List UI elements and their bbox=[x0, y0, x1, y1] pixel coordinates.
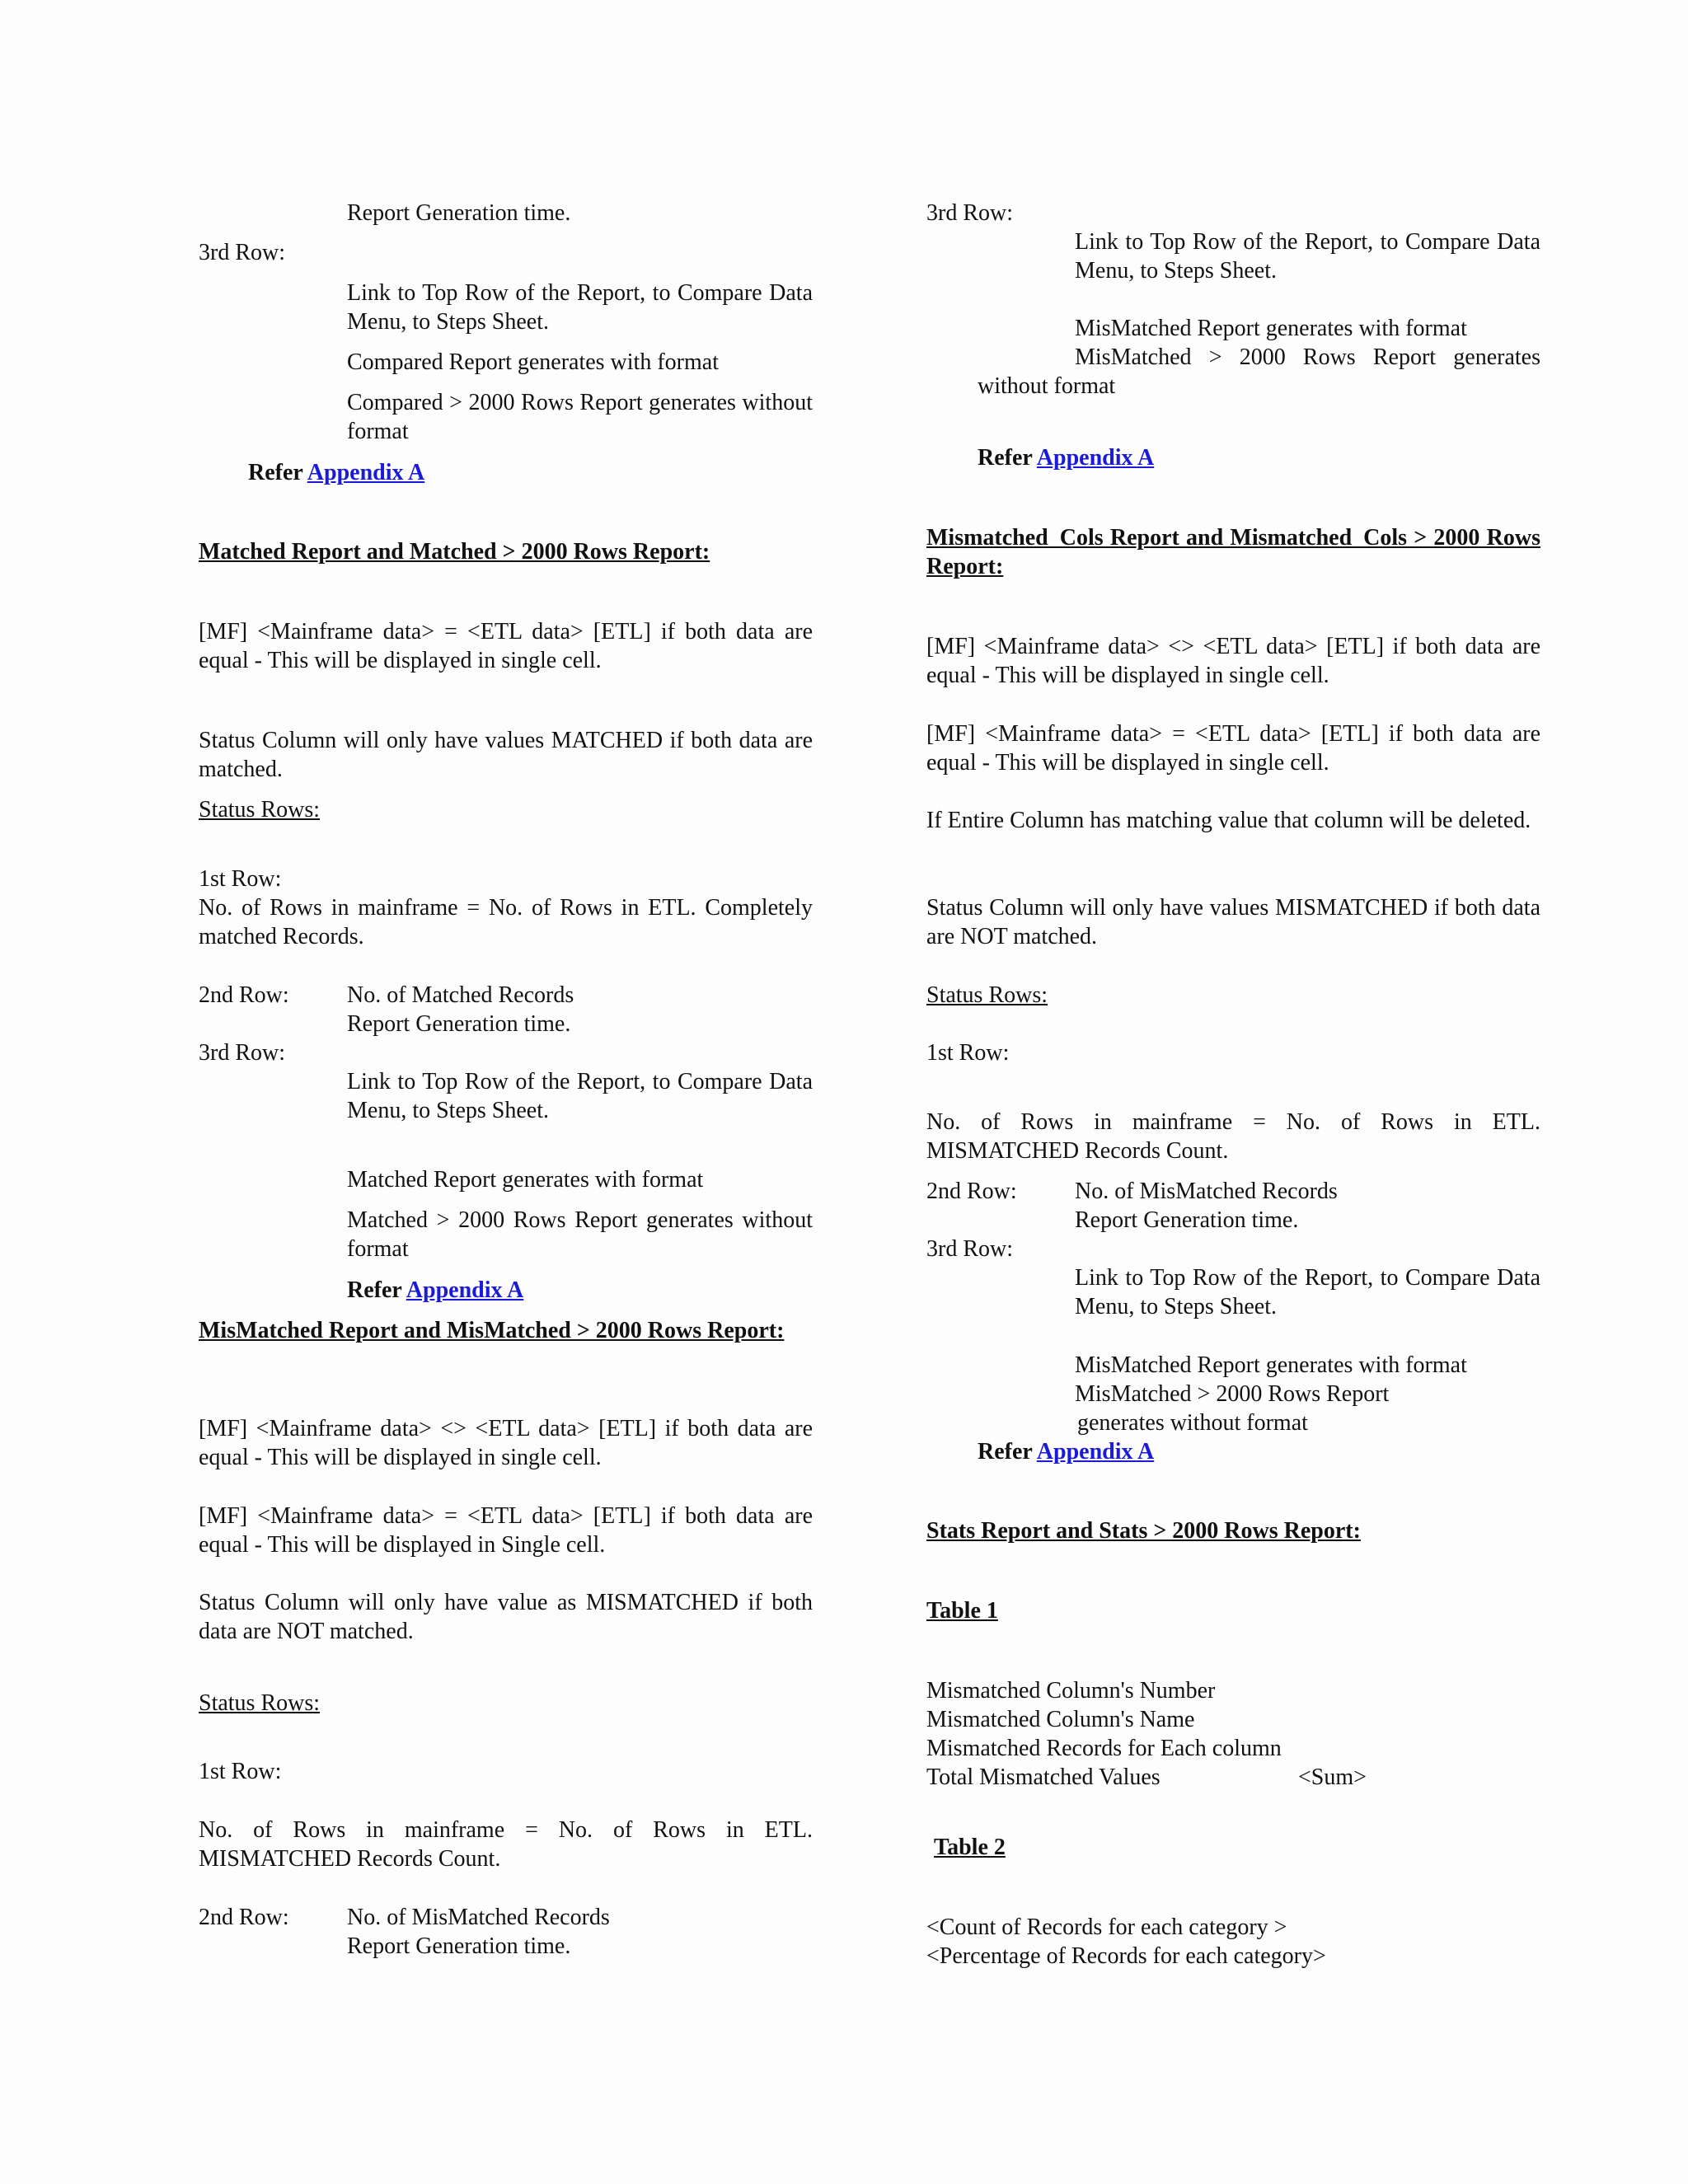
mismatched-row2 bbox=[199, 1903, 813, 1961]
status-rows-label: Status Rows: bbox=[199, 797, 321, 823]
mismatched-with-format-text: MisMatched Report generates with format bbox=[1075, 316, 1467, 341]
cols-row1-text: No. of Rows in mainframe = No. of Rows in ETL. MISMATCHED Records Count. bbox=[926, 1109, 1540, 1164]
refer-appendix-line bbox=[248, 458, 813, 487]
total-mismatched-label: Total Mismatched Values bbox=[926, 1765, 1160, 1790]
stats-report-heading: Stats Report and Stats > 2000 Rows Report: bbox=[926, 1518, 1361, 1544]
row-label-3rd: 3rd Row: bbox=[926, 1236, 1013, 1262]
refer-label: Refer bbox=[248, 460, 303, 485]
row-label-2nd: 2nd Row: bbox=[926, 1179, 1017, 1204]
mismatched-records-count-label: No. of MisMatched Records bbox=[347, 1905, 610, 1930]
cols-row2 bbox=[926, 1177, 1540, 1235]
matched-row2 bbox=[199, 981, 813, 1038]
mismatched-status-column-text: Status Column will only have value as MISMATCHED if both data are NOT matched. bbox=[199, 1590, 813, 1644]
mismatched-mf-equal-text: [MF] <Mainframe data> = <ETL data> [ETL] if both data are equal - This will be displayed in Single cell. bbox=[199, 1503, 813, 1558]
without-format-text: generates without format bbox=[1077, 1410, 1308, 1436]
percentage-records-category-label: <Percentage of Records for each category> bbox=[926, 1943, 1326, 1969]
appendix-a-link[interactable]: Appendix A bbox=[1036, 1439, 1155, 1465]
table1-heading: Table 1 bbox=[926, 1598, 998, 1624]
cols-mf-notequal-text: [MF] <Mainframe data> <> <ETL data> [ETL] if both data are equal - This will be displayed in single cell. bbox=[926, 634, 1540, 688]
cols-mf-equal-text: [MF] <Mainframe data> = <ETL data> [ETL] if both data are equal - This will be displayed in single cell. bbox=[926, 721, 1540, 776]
entire-column-deleted-text: If Entire Column has matching value that column will be deleted. bbox=[926, 808, 1531, 833]
mismatched-with-format-text: MisMatched Report generates with format bbox=[1075, 1352, 1467, 1378]
refer-label: Refer bbox=[978, 445, 1033, 471]
mismatched-report-heading: MisMatched Report and MisMatched > 2000 Rows Report: bbox=[199, 1318, 785, 1343]
cols-status-column-text: Status Column will only have values MISMATCHED if both data are NOT matched. bbox=[926, 895, 1540, 949]
total-mismatched-row bbox=[926, 1763, 1540, 1792]
compared-with-format-text: Compared Report generates with format bbox=[347, 349, 719, 375]
matched-with-format-text: Matched Report generates with format bbox=[347, 1167, 704, 1193]
row-label-3rd: 3rd Row: bbox=[199, 1040, 285, 1066]
table2-contents bbox=[926, 1913, 1540, 1971]
compared-without-format-text: Compared > 2000 Rows Report generates without format bbox=[347, 390, 813, 444]
row-label-1st: 1st Row: bbox=[926, 1040, 1010, 1066]
refer-appendix-line bbox=[347, 1276, 813, 1305]
matched-mf-equal-text: [MF] <Mainframe data> = <ETL data> [ETL] if both data are equal - This will be displayed in single cell. bbox=[199, 619, 813, 673]
row-label-2nd: 2nd Row: bbox=[199, 1905, 289, 1930]
status-rows-label: Status Rows: bbox=[199, 1690, 321, 1716]
appendix-a-link[interactable]: Appendix A bbox=[307, 460, 425, 485]
mismatched-without-format-text: MisMatched > 2000 Rows Report bbox=[1075, 1381, 1390, 1407]
row-label-3rd: 3rd Row: bbox=[926, 200, 1013, 226]
appendix-a-link[interactable]: Appendix A bbox=[1036, 445, 1155, 471]
navigation-link-description: Link to Top Row of the Report, to Compare Data Menu, to Steps Sheet. bbox=[1075, 229, 1540, 284]
without-format-text: without format bbox=[978, 373, 1116, 399]
navigation-link-description: Link to Top Row of the Report, to Compare Data Menu, to Steps Sheet. bbox=[347, 1069, 813, 1123]
report-generation-time: Report Generation time. bbox=[347, 200, 571, 226]
report-generation-time: Report Generation time. bbox=[347, 1011, 571, 1037]
row-label-1st: 1st Row: bbox=[199, 1759, 282, 1784]
matched-status-column-text: Status Column will only have values MATCHED if both data are matched. bbox=[199, 728, 813, 782]
navigation-link-description: Link to Top Row of the Report, to Compare Data Menu, to Steps Sheet. bbox=[347, 280, 813, 335]
report-generation-time: Report Generation time. bbox=[347, 1933, 571, 1959]
mismatched-column-name-label: Mismatched Column's Name bbox=[926, 1707, 1195, 1732]
mismatched-row1-text: No. of Rows in mainframe = No. of Rows in ETL. MISMATCHED Records Count. bbox=[199, 1817, 813, 1872]
refer-appendix-line bbox=[978, 1437, 1540, 1466]
matched-row1-text: No. of Rows in mainframe = No. of Rows in ETL. Completely matched Records. bbox=[199, 895, 813, 949]
mismatched-cols-report-heading: Mismatched_Cols Report and Mismatched_Cols > 2000 Rows Report: bbox=[926, 525, 1540, 579]
mismatched-column-number-label: Mismatched Column's Number bbox=[926, 1678, 1216, 1704]
refer-label: Refer bbox=[978, 1439, 1033, 1465]
count-records-category-label: <Count of Records for each category > bbox=[926, 1915, 1287, 1940]
mismatched-records-per-column-label: Mismatched Records for Each column bbox=[926, 1736, 1282, 1761]
matched-without-format-text: Matched > 2000 Rows Report generates without format bbox=[347, 1207, 813, 1262]
status-rows-label: Status Rows: bbox=[926, 982, 1048, 1008]
row-label-2nd: 2nd Row: bbox=[199, 982, 289, 1008]
appendix-a-link[interactable]: Appendix A bbox=[406, 1277, 524, 1303]
mismatched-records-count-label: No. of MisMatched Records bbox=[1075, 1179, 1338, 1204]
total-mismatched-sum: <Sum> bbox=[1298, 1765, 1367, 1790]
refer-label: Refer bbox=[347, 1277, 402, 1303]
row-label-1st: 1st Row: bbox=[199, 866, 282, 892]
navigation-link-description: Link to Top Row of the Report, to Compare Data Menu, to Steps Sheet. bbox=[1075, 1265, 1540, 1319]
matched-records-count-label: No. of Matched Records bbox=[347, 982, 574, 1008]
mismatched-mf-notequal-text: [MF] <Mainframe data> <> <ETL data> [ETL] if both data are equal - This will be displayed in single cell. bbox=[199, 1416, 813, 1470]
table2-heading: Table 2 bbox=[934, 1835, 1006, 1860]
matched-report-heading: Matched Report and Matched > 2000 Rows Report: bbox=[199, 539, 710, 565]
report-generation-time: Report Generation time. bbox=[1075, 1207, 1299, 1233]
refer-appendix-line bbox=[978, 443, 1540, 472]
table1-contents bbox=[926, 1676, 1540, 1792]
row-label-3rd: 3rd Row: bbox=[199, 240, 285, 265]
mismatched-without-format-text: MisMatched > 2000 Rows Report generates bbox=[1075, 344, 1540, 370]
